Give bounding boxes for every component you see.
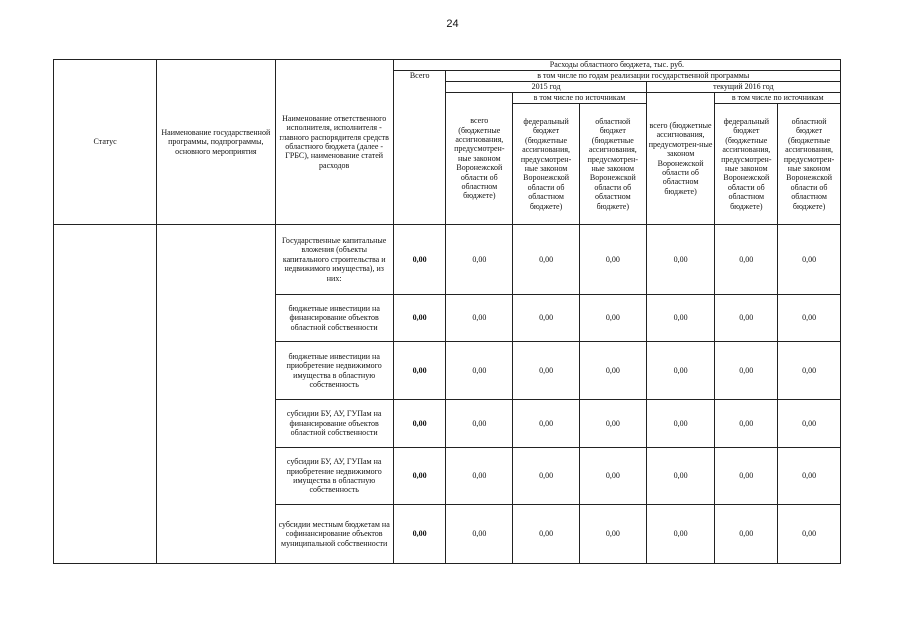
value-cell: 0,00	[513, 400, 580, 448]
value-cell: 0,00	[513, 295, 580, 342]
header-by-years: в том числе по годам реализации государственной программы	[446, 71, 841, 82]
value-cell: 0,00	[579, 400, 646, 448]
header-2016-by-sources: в том числе по источникам	[715, 93, 841, 104]
value-cell: 0,00	[646, 225, 715, 295]
row-total-value: 0,00	[393, 225, 446, 295]
value-cell: 0,00	[579, 448, 646, 505]
status-cell	[54, 225, 157, 564]
value-cell: 0,00	[446, 400, 513, 448]
row-label: Государственные капитальные вложения (объекты капитального строительства и недвижимого имущества), из них:	[275, 225, 393, 295]
value-cell: 0,00	[715, 505, 778, 564]
value-cell: 0,00	[715, 342, 778, 400]
value-cell: 0,00	[778, 400, 841, 448]
value-cell: 0,00	[778, 225, 841, 295]
program-name-cell	[157, 225, 275, 564]
value-cell: 0,00	[513, 505, 580, 564]
header-2016-regional: областной бюджет (бюджетные ассигнования, предусмотрен-ные законом Воронежской области об областном бюджете)	[778, 104, 841, 225]
header-year-2016: текущий 2016 год	[646, 82, 840, 93]
value-cell: 0,00	[646, 505, 715, 564]
value-cell: 0,00	[778, 342, 841, 400]
row-total-value: 0,00	[393, 448, 446, 505]
value-cell: 0,00	[715, 225, 778, 295]
header-status: Статус	[54, 60, 157, 225]
budget-table	[53, 59, 841, 564]
header-2015-by-sources: в том числе по источникам	[513, 93, 647, 104]
row-total-value: 0,00	[393, 295, 446, 342]
row-label: бюджетные инвестиции на финансирование объектов областной собственности	[275, 295, 393, 342]
header-2015-regional: областной бюджет (бюджетные ассигнования, предусмотрен-ные законом Воронежской области об областном бюджете)	[579, 104, 646, 225]
row-label: субсидии БУ, АУ, ГУПам на приобретение недвижимого имущества в областную собственность	[275, 448, 393, 505]
header-executor: Наименование ответственного исполнителя, исполнителя - главного распорядителя средств областного бюджета (далее - ГРБС), наименование статей расходов	[275, 60, 393, 225]
value-cell: 0,00	[513, 342, 580, 400]
value-cell: 0,00	[715, 295, 778, 342]
value-cell: 0,00	[778, 448, 841, 505]
value-cell: 0,00	[446, 342, 513, 400]
value-cell: 0,00	[446, 448, 513, 505]
header-2015-federal: федеральный бюджет (бюджетные ассигнования, предусмотрен-ные законом Воронежской области об областном бюджете)	[513, 104, 580, 225]
value-cell: 0,00	[579, 342, 646, 400]
value-cell: 0,00	[446, 295, 513, 342]
value-cell: 0,00	[579, 295, 646, 342]
header-2016-federal: федеральный бюджет (бюджетные ассигнования, предусмотрен-ные законом Воронежской области об областном бюджете)	[715, 104, 778, 225]
row-label: субсидии БУ, АУ, ГУПам на финансирование объектов областной собственности	[275, 400, 393, 448]
value-cell: 0,00	[715, 448, 778, 505]
value-cell: 0,00	[778, 505, 841, 564]
header-expenses-title: Расходы областного бюджета, тыс. руб.	[393, 60, 840, 71]
page-number: 24	[446, 18, 459, 30]
value-cell: 0,00	[513, 448, 580, 505]
value-cell: 0,00	[646, 448, 715, 505]
header-year-2015: 2015 год	[446, 82, 646, 93]
header-program-name: Наименование государственной программы, подпрограммы, основного мероприятия	[157, 60, 275, 225]
row-label: бюджетные инвестиции на приобретение недвижимого имущества в областную собственность	[275, 342, 393, 400]
header-2016-total: всего (бюджетные ассигнования, предусмотрен-ные законом Воронежской области об областном бюджете)	[646, 93, 715, 225]
value-cell: 0,00	[446, 505, 513, 564]
value-cell: 0,00	[446, 225, 513, 295]
row-total-value: 0,00	[393, 400, 446, 448]
value-cell: 0,00	[646, 400, 715, 448]
row-total-value: 0,00	[393, 342, 446, 400]
header-total: Всего	[393, 71, 446, 225]
row-label: субсидии местным бюджетам на софинансирование объектов муниципальной собственности	[275, 505, 393, 564]
value-cell: 0,00	[579, 225, 646, 295]
table-row	[54, 225, 841, 295]
value-cell: 0,00	[579, 505, 646, 564]
row-total-value: 0,00	[393, 505, 446, 564]
value-cell: 0,00	[646, 295, 715, 342]
value-cell: 0,00	[646, 342, 715, 400]
value-cell: 0,00	[715, 400, 778, 448]
header-2015-total: всего (бюджетные ассигнования, предусмотрен-ные законом Воронежской области об областном бюджете)	[446, 93, 513, 225]
value-cell: 0,00	[778, 295, 841, 342]
value-cell: 0,00	[513, 225, 580, 295]
